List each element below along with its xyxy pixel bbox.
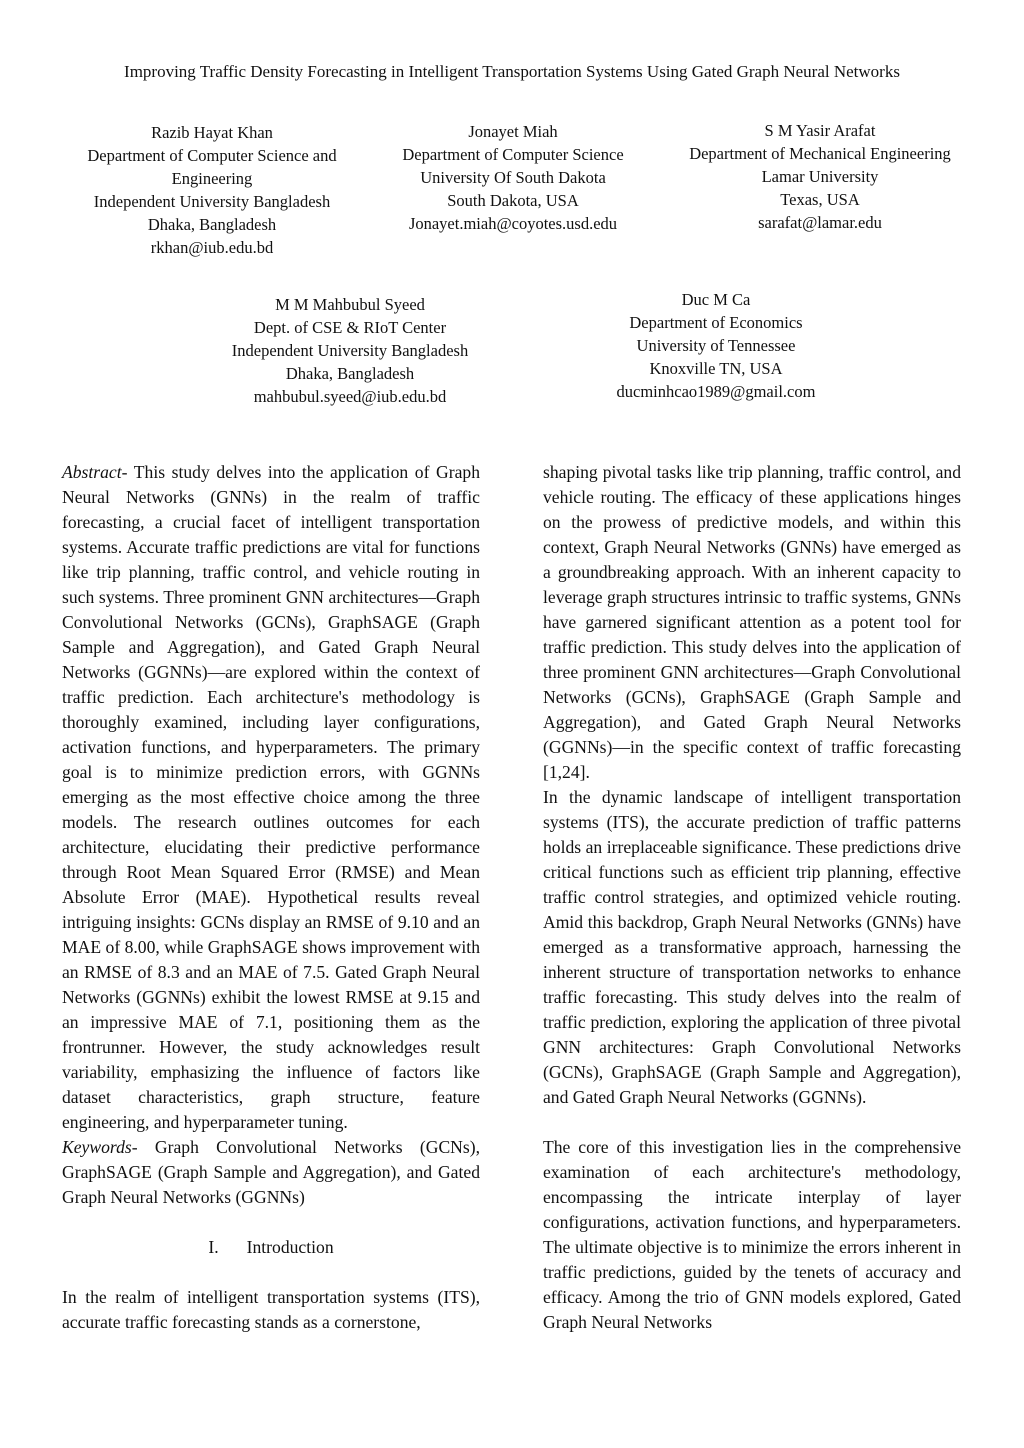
author-affiliation: Dept. of CSE & RIoT Center <box>253 318 447 337</box>
author-block <box>210 293 490 408</box>
author-block <box>383 120 643 235</box>
author-email: mahbubul.syeed@iub.edu.bd <box>253 387 447 406</box>
author-name: Jonayet Miah <box>468 122 558 141</box>
author-affiliation: Dhaka, Bangladesh <box>285 364 415 383</box>
author-name: M M Mahbubul Syeed <box>275 295 425 314</box>
author-affiliation: Engineering <box>171 169 253 188</box>
author-block <box>62 121 362 259</box>
author-email: ducminhcao1989@gmail.com <box>616 382 816 401</box>
author-affiliation: Independent University Bangladesh <box>93 192 331 211</box>
author-block <box>590 288 842 403</box>
section-title: Introduction <box>246 1237 334 1257</box>
right-column <box>543 460 961 1335</box>
author-affiliation: Department of Mechanical Engineering <box>689 144 951 163</box>
intro-paragraph: The core of this investigation lies in the comprehensive examination of each architecture's methodology, encompassing the intricate interplay of layer configurations, activation functions, and hyperparameters. The ultimate objective is to minimize the errors inherent in traffic predictions, guided by the tenets of accuracy and efficacy. Among the trio of GNN models explored, Gated Graph Neural Networks <box>543 1137 961 1332</box>
author-affiliation: Lamar University <box>761 167 879 186</box>
author-affiliation: Department of Computer Science <box>402 145 624 164</box>
author-affiliation: University of Tennessee <box>636 336 796 355</box>
abstract-label: Abstract <box>62 462 122 482</box>
author-affiliation: Knoxville TN, USA <box>649 359 783 378</box>
author-affiliation: South Dakota, USA <box>447 191 579 210</box>
intro-paragraph-continued: shaping pivotal tasks like trip planning, traffic control, and vehicle routing. The efficacy of these applications hinges on the prowess of predictive models, and within this context, Graph Neural Networks (GNNs) have emerged as a groundbreaking approach. With an inherent capacity to leverage graph structures intrinsic to traffic systems, GNNs have garnered significant attention as a potent tool for traffic prediction. This study delves into the application of three prominent GNN architectures—Graph Convolutional Networks (GCNs), GraphSAGE (Graph Sample and Aggregation), and Gated Graph Neural Networks (GGNNs)—in the specific context of traffic forecasting [1,24]. <box>543 462 961 782</box>
author-email: Jonayet.miah@coyotes.usd.edu <box>408 214 618 233</box>
keywords-label: Keywords <box>62 1137 132 1157</box>
abstract-text: - This study delves into the application of Graph Neural Networks (GNNs) in the realm of traffic forecasting, a crucial facet of intelligent transportation systems. Accurate traffic predictions are vital for functions like trip planning, traffic control, and vehicle routing in such systems. Three prominent GNN architectures—Graph Convolutional Networks (GCNs), GraphSAGE (Graph Sample and Aggregation), and Gated Graph Neural Networks (GGNNs)—are explored within the context of traffic prediction. Each architecture's methodology is thoroughly examined, including layer configurations, activation functions, and hyperparameters. The primary goal is to minimize prediction errors, with GGNNs emerging as the most effective choice among the three models. The research outlines outcomes for each architecture, elucidating their predictive performance through Root Mean Squared Error (RMSE) and Mean Absolute Error (MAE). Hypothetical results reveal intriguing insights: GCNs display an RMSE of 9.10 and an MAE of 8.00, while GraphSAGE shows improvement with an RMSE of 8.3 and an MAE of 7.5. Gated Graph Neural Networks (GGNNs) exhibit the lowest RMSE at 9.15 and an impressive MAE of 7.1, positioning them as the frontrunner. However, the study acknowledges result variability, emphasizing the influence of factors like dataset characteristics, graph structure, feature engineering, and hyperparameter tuning. <box>62 462 480 1132</box>
author-name: Duc M Ca <box>681 290 751 309</box>
paper-title: Improving Traffic Density Forecasting in Intelligent Transportation Systems Using Gated Graph Neural Networks <box>124 62 900 81</box>
author-affiliation: Department of Economics <box>629 313 803 332</box>
author-affiliation: Texas, USA <box>780 190 860 209</box>
author-affiliation: Dhaka, Bangladesh <box>147 215 277 234</box>
author-block <box>670 119 970 234</box>
author-name: S M Yasir Arafat <box>764 121 876 140</box>
author-email: rkhan@iub.edu.bd <box>150 238 274 257</box>
intro-paragraph: In the dynamic landscape of intelligent transportation systems (ITS), the accurate prediction of traffic patterns holds an irreplaceable significance. These predictions drive critical functions such as efficient trip planning, effective traffic control strategies, and optimized vehicle routing. Amid this backdrop, Graph Neural Networks (GNNs) have emerged as a transformative approach, harnessing the inherent structure of transportation networks to enhance traffic forecasting. This study delves into the realm of traffic prediction, exploring the application of three pivotal GNN architectures: Graph Convolutional Networks (GCNs), GraphSAGE (Graph Sample and Aggregation), and Gated Graph Neural Networks (GGNNs). <box>543 787 961 1107</box>
keywords <box>62 1135 480 1210</box>
section-heading <box>62 1235 480 1260</box>
keywords-text: - Graph Convolutional Networks (GCNs), GraphSAGE (Graph Sample and Aggregation), and Gated Graph Neural Networks (GGNNs) <box>62 1137 480 1207</box>
author-email: sarafat@lamar.edu <box>758 213 882 232</box>
abstract <box>62 460 480 1135</box>
author-affiliation: Independent University Bangladesh <box>231 341 469 360</box>
intro-paragraph: In the realm of intelligent transportation systems (ITS), accurate traffic forecasting stands as a cornerstone, <box>62 1287 480 1332</box>
author-affiliation: University Of South Dakota <box>420 168 606 187</box>
section-number: I. <box>208 1237 219 1257</box>
author-affiliation: Department of Computer Science and <box>87 146 337 165</box>
author-name: Razib Hayat Khan <box>151 123 273 142</box>
left-column <box>62 460 480 1335</box>
